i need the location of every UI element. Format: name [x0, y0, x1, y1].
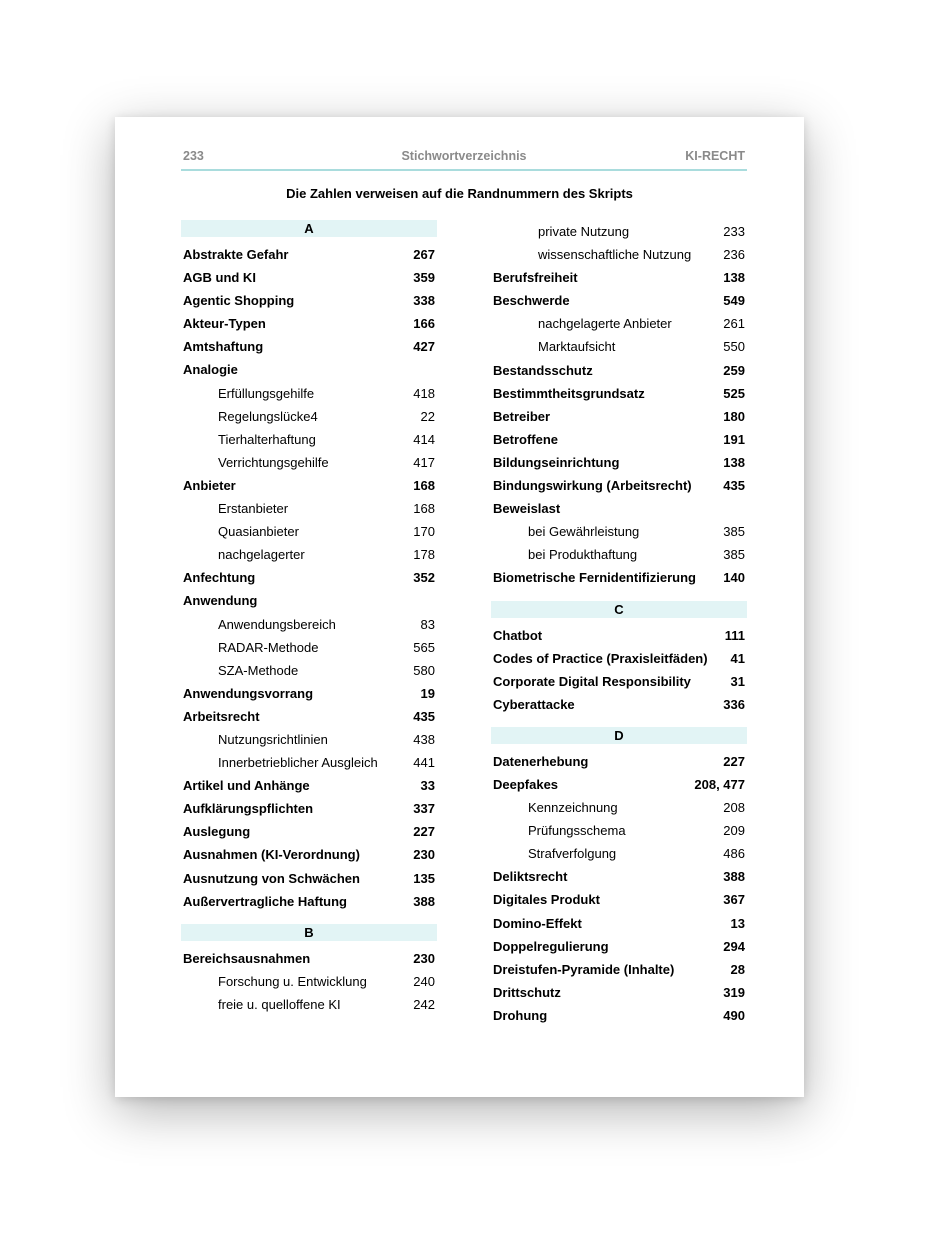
- entry-label: Anwendungsbereich: [218, 616, 336, 632]
- entry-label: Berufsfreiheit: [493, 270, 578, 286]
- entry-number: 41: [730, 650, 745, 666]
- index-entry: [491, 428, 747, 451]
- entry-number: 236: [723, 247, 745, 263]
- index-entry: [491, 865, 747, 888]
- entry-label: Bindungswirkung (Arbeitsrecht): [493, 478, 692, 494]
- entry-number: 261: [723, 316, 745, 332]
- entry-label: Ausnutzung von Schwächen: [183, 870, 360, 886]
- index-subentry: [181, 613, 437, 636]
- index-subentry: [491, 842, 747, 865]
- entry-number: 367: [723, 892, 745, 908]
- entry-number: 166: [413, 316, 435, 332]
- entry-number: 209: [723, 823, 745, 839]
- entry-number: 138: [723, 454, 745, 470]
- entry-label: bei Produkthaftung: [528, 547, 638, 563]
- entry-label: Ausnahmen (KI-Verordnung): [183, 847, 360, 863]
- entry-label: Anwendungsvorrang: [183, 685, 314, 701]
- index-entry: [181, 797, 437, 820]
- index-subentry: [491, 335, 747, 358]
- entry-number: 227: [723, 753, 745, 769]
- entry-label: Datenerhebung: [493, 753, 589, 769]
- entry-number: 549: [723, 293, 745, 309]
- entry-label: Innerbetrieblicher Ausgleich: [218, 755, 378, 771]
- index-entry: [491, 750, 747, 773]
- entry-label: Quasianbieter: [218, 524, 299, 540]
- index-entry: [181, 474, 437, 497]
- entry-number: 294: [723, 938, 745, 954]
- entry-number: 352: [413, 570, 435, 586]
- index-entry: [491, 1004, 747, 1027]
- entry-number: 240: [413, 973, 435, 989]
- entry-label: Nutzungsrichtlinien: [218, 731, 328, 747]
- index-entry: [491, 647, 747, 670]
- entry-number: 486: [723, 846, 745, 862]
- index-entry: [491, 981, 747, 1004]
- entry-number: 438: [413, 731, 435, 747]
- entry-label: Betroffene: [493, 431, 559, 447]
- entry-number: 550: [723, 339, 745, 355]
- entry-label: Abstrakte Gefahr: [183, 247, 289, 262]
- entry-label: Regelungslücke4: [218, 408, 318, 424]
- index-subentry: [491, 520, 747, 543]
- entry-number: 208: [723, 800, 745, 816]
- index-subentry: [491, 796, 747, 819]
- entry-number: 22: [420, 408, 435, 424]
- index-subentry: [181, 993, 437, 1016]
- entry-number: 359: [413, 270, 435, 286]
- index-entry: [491, 693, 747, 716]
- entry-label: Verrichtungsgehilfe: [218, 454, 329, 470]
- entry-label: Bestandsschutz: [493, 362, 593, 378]
- index-entry: [491, 266, 747, 289]
- index-entry: [491, 958, 747, 981]
- entry-number: 242: [413, 996, 435, 1012]
- index-subtitle: Die Zahlen verweisen auf die Randnummern des Skripts: [286, 186, 633, 201]
- entry-number: 138: [723, 270, 745, 286]
- entry-number: 227: [413, 824, 435, 840]
- index-subentry: [491, 243, 747, 266]
- index-entry: [181, 820, 437, 843]
- entry-label: Prüfungsschema: [528, 823, 626, 839]
- entry-number: 33: [420, 778, 435, 794]
- index-entry: [491, 624, 747, 647]
- entry-number: 418: [413, 385, 435, 401]
- entry-number: 13: [730, 915, 745, 931]
- page-number: 233: [183, 149, 204, 163]
- entry-label: Betreiber: [493, 408, 551, 424]
- index-entry: [181, 312, 437, 335]
- entry-number: 191: [723, 431, 745, 447]
- section-gap: [491, 590, 747, 601]
- index-subentry: [181, 636, 437, 659]
- index-entry: [491, 405, 747, 428]
- entry-number: 230: [413, 950, 435, 966]
- index-subentry: [181, 659, 437, 682]
- entry-label: Marktaufsicht: [538, 339, 616, 355]
- entry-label: Anbieter: [183, 477, 236, 493]
- index-subentry: [181, 751, 437, 774]
- index-entry: [181, 243, 437, 266]
- entry-number: 388: [723, 869, 745, 885]
- entry-label: Erstanbieter: [218, 501, 289, 517]
- entry-label: Anfechtung: [183, 570, 256, 586]
- entry-label: freie u. quelloffene KI: [218, 996, 341, 1012]
- entry-number: 180: [723, 408, 745, 424]
- index-subentry: [491, 543, 747, 566]
- letter-heading-a: A: [181, 220, 437, 237]
- entry-label: Drittschutz: [493, 984, 561, 1000]
- entry-label: wissenschaftliche Nutzung: [538, 247, 692, 263]
- entry-label: RADAR-Methode: [218, 639, 319, 655]
- entry-number: 385: [723, 524, 745, 540]
- running-head: KI-RECHT: [685, 149, 745, 163]
- entry-label: Drohung: [493, 1007, 548, 1023]
- index-subentry: [181, 728, 437, 751]
- index-subentry: [491, 220, 747, 243]
- entry-number: 168: [413, 501, 435, 517]
- entry-number: 435: [413, 708, 435, 724]
- letter-heading-d: D: [491, 727, 747, 744]
- index-subentry: [181, 405, 437, 428]
- entry-number: 338: [413, 293, 435, 309]
- index-column-right: [491, 220, 747, 1027]
- entry-label: nachgelagerte Anbieter: [538, 316, 672, 332]
- entry-label: Biometrische Fernidentifizierung: [493, 570, 696, 586]
- index-entry: [491, 912, 747, 935]
- entry-number: 267: [413, 247, 435, 262]
- entry-number: 168: [413, 477, 435, 493]
- section-gap: [491, 716, 747, 727]
- entry-label: Akteur-Typen: [183, 316, 266, 332]
- entry-number: 427: [413, 339, 435, 355]
- index-entry: [491, 773, 747, 796]
- entry-number: 435: [723, 478, 745, 494]
- entry-number: 417: [413, 454, 435, 470]
- entry-number: 441: [413, 755, 435, 771]
- index-entry: [181, 566, 437, 589]
- entry-number: 19: [420, 685, 435, 701]
- entry-label: Beschwerde: [493, 293, 570, 309]
- entry-label: Domino-Effekt: [493, 915, 582, 931]
- entry-label: AGB und KI: [183, 270, 256, 286]
- index-subentry: [181, 428, 437, 451]
- entry-label: Strafverfolgung: [528, 846, 617, 862]
- entry-number: 336: [723, 696, 745, 712]
- index-entry: [181, 358, 437, 381]
- index-entry: [181, 289, 437, 312]
- entry-label: Bestimmtheitsgrundsatz: [493, 385, 645, 401]
- index-page: [115, 117, 804, 1097]
- index-entry: [181, 843, 437, 866]
- entry-number: 111: [724, 627, 745, 643]
- entry-label: Chatbot: [493, 627, 543, 643]
- index-entry: [491, 566, 747, 589]
- letter-heading-c: C: [491, 601, 747, 618]
- index-entry: [491, 888, 747, 911]
- index-subentry: [181, 382, 437, 405]
- entry-label: Arbeitsrecht: [183, 708, 260, 724]
- entry-label: Anwendung: [183, 593, 258, 609]
- index-entry: [491, 451, 747, 474]
- entry-label: Digitales Produkt: [493, 892, 600, 908]
- entry-label: Beweislast: [493, 501, 561, 517]
- index-entry: [181, 266, 437, 289]
- index-entry: [181, 947, 437, 970]
- entry-number: 230: [413, 847, 435, 863]
- entry-number: 385: [723, 547, 745, 563]
- entry-label: Analogie: [183, 362, 238, 378]
- index-entry: [181, 682, 437, 705]
- index-subentry: [491, 312, 747, 335]
- index-subentry: [181, 543, 437, 566]
- entry-number: 259: [723, 362, 745, 378]
- entry-number: 319: [723, 984, 745, 1000]
- index-entry: [181, 890, 437, 913]
- entry-number: 83: [420, 616, 435, 632]
- entry-number: 208, 477: [694, 776, 745, 792]
- letter-heading-b: B: [181, 924, 437, 941]
- entry-number: 337: [413, 801, 435, 817]
- entry-label: Bildungseinrichtung: [493, 454, 620, 470]
- index-entry: [491, 497, 747, 520]
- entry-number: 388: [413, 893, 435, 909]
- index-entry: [491, 670, 747, 693]
- entry-label: Agentic Shopping: [183, 293, 295, 309]
- entry-number: 28: [730, 961, 745, 977]
- entry-label: Aufklärungspflichten: [183, 801, 314, 817]
- index-entry: [181, 589, 437, 612]
- entry-number: 490: [723, 1007, 745, 1023]
- index-entry: [491, 382, 747, 405]
- entry-number: 565: [413, 639, 435, 655]
- entry-label: Cyberattacke: [493, 696, 575, 712]
- entry-label: Amtshaftung: [183, 339, 264, 355]
- entry-number: 414: [413, 431, 435, 447]
- entry-label: Corporate Digital Responsibility: [493, 673, 691, 689]
- index-subentry: [181, 451, 437, 474]
- page-title: Stichwortverzeichnis: [401, 149, 527, 163]
- index-entry: [491, 474, 747, 497]
- entry-label: Kennzeichnung: [528, 800, 618, 816]
- index-entry: [491, 359, 747, 382]
- entry-number: 233: [723, 224, 745, 239]
- index-subentry: [181, 520, 437, 543]
- page-header: [181, 147, 747, 171]
- index-column-left: [181, 220, 437, 1016]
- entry-label: Doppelregulierung: [493, 938, 609, 954]
- index-entry: [181, 867, 437, 890]
- entry-number: 178: [413, 547, 435, 563]
- index-entry: [491, 935, 747, 958]
- entry-label: Erfüllungsgehilfe: [218, 385, 315, 401]
- entry-label: nachgelagerter: [218, 547, 305, 563]
- entry-number: 170: [413, 524, 435, 540]
- entry-label: Forschung u. Entwicklung: [218, 973, 367, 989]
- index-subentry: [491, 819, 747, 842]
- entry-number: 135: [413, 870, 435, 886]
- entry-number: 525: [723, 385, 745, 401]
- entry-number: 140: [723, 570, 745, 586]
- index-entry: [181, 705, 437, 728]
- index-entry: [181, 335, 437, 358]
- entry-label: Deliktsrecht: [493, 869, 568, 885]
- entry-label: Tierhalterhaftung: [218, 431, 316, 447]
- entry-label: Codes of Practice (Praxisleitfäden): [493, 650, 708, 666]
- entry-label: Dreistufen-Pyramide (Inhalte): [493, 961, 675, 977]
- entry-number: 31: [730, 673, 745, 689]
- entry-label: SZA-Methode: [218, 662, 299, 678]
- entry-label: Deepfakes: [493, 776, 559, 792]
- index-subentry: [181, 497, 437, 520]
- entry-label: Außervertragliche Haftung: [183, 893, 347, 909]
- entry-label: Auslegung: [183, 824, 251, 840]
- entry-label: private Nutzung: [538, 224, 630, 239]
- entry-number: 580: [413, 662, 435, 678]
- index-entry: [491, 289, 747, 312]
- section-gap: [181, 913, 437, 924]
- index-entry: [181, 774, 437, 797]
- entry-label: Artikel und Anhänge: [183, 778, 310, 794]
- entry-label: bei Gewährleistung: [528, 524, 640, 540]
- entry-label: Bereichsausnahmen: [183, 950, 311, 966]
- index-subentry: [181, 970, 437, 993]
